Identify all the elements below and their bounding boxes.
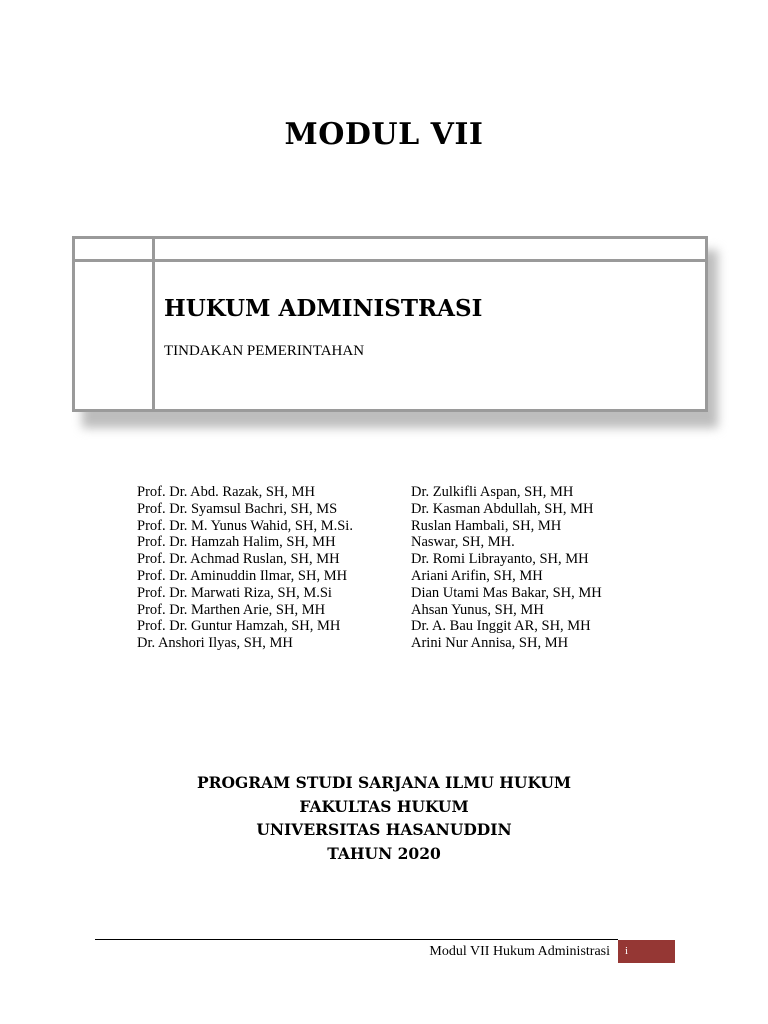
author-name: Prof. Dr. Aminuddin Ilmar, SH, MH <box>137 567 348 584</box>
author-name: Prof. Dr. Marwati Riza, SH, M.Si <box>137 584 332 601</box>
author-name: Prof. Dr. Achmad Ruslan, SH, MH <box>137 551 340 568</box>
author-name: Dr. Zulkifli Aspan, SH, MH <box>411 484 574 500</box>
author-name: Arini Nur Annisa, SH, MH <box>411 635 569 652</box>
author-name: Ariani Arifin, SH, MH <box>411 567 543 584</box>
authors-left-column <box>137 484 353 652</box>
module-title: MODUL VII <box>284 117 484 152</box>
author-name: Naswar, SH, MH. <box>411 534 515 551</box>
author-name: Dr. Kasman Abdullah, SH, MH <box>411 500 594 517</box>
authors-right-column <box>411 484 602 652</box>
footer-title: Modul VII Hukum Administrasi <box>429 944 610 959</box>
program-name: PROGRAM STUDI SARJANA ILMU HUKUM <box>196 773 572 792</box>
frame-vertical-rule <box>152 239 155 409</box>
author-name: Prof. Dr. M. Yunus Wahid, SH, M.Si. <box>137 517 353 534</box>
author-name: Prof. Dr. Guntur Hamzah, SH, MH <box>137 618 341 635</box>
author-name: Prof. Dr. Syamsul Bachri, SH, MS <box>137 500 338 517</box>
faculty-name: FAKULTAS HUKUM <box>299 796 469 816</box>
author-name: Dr. A. Bau Inggit AR, SH, MH <box>411 618 591 635</box>
subject-subtitle: TINDAKAN PEMERINTAHAN <box>164 343 365 359</box>
author-name: Prof. Dr. Hamzah Halim, SH, MH <box>137 534 336 551</box>
author-name: Prof. Dr. Abd. Razak, SH, MH <box>137 484 316 500</box>
author-name: Dian Utami Mas Bakar, SH, MH <box>411 584 602 601</box>
frame-horizontal-rule <box>75 259 705 262</box>
institution-block <box>0 771 768 865</box>
title-frame <box>72 236 708 412</box>
subject-heading: HUKUM ADMINISTRASI <box>164 295 483 322</box>
author-name: Ruslan Hambali, SH, MH <box>411 517 562 534</box>
author-name: Ahsan Yunus, SH, MH <box>411 601 544 618</box>
author-name: Dr. Romi Librayanto, SH, MH <box>411 551 589 568</box>
page-number-badge: i <box>618 940 675 963</box>
university-name: UNIVERSITAS HASANUDDIN <box>256 820 512 839</box>
author-name: Prof. Dr. Marthen Arie, SH, MH <box>137 601 326 618</box>
author-name: Dr. Anshori Ilyas, SH, MH <box>137 635 293 652</box>
publication-year: TAHUN 2020 <box>327 843 441 863</box>
footer-rule <box>95 939 618 940</box>
